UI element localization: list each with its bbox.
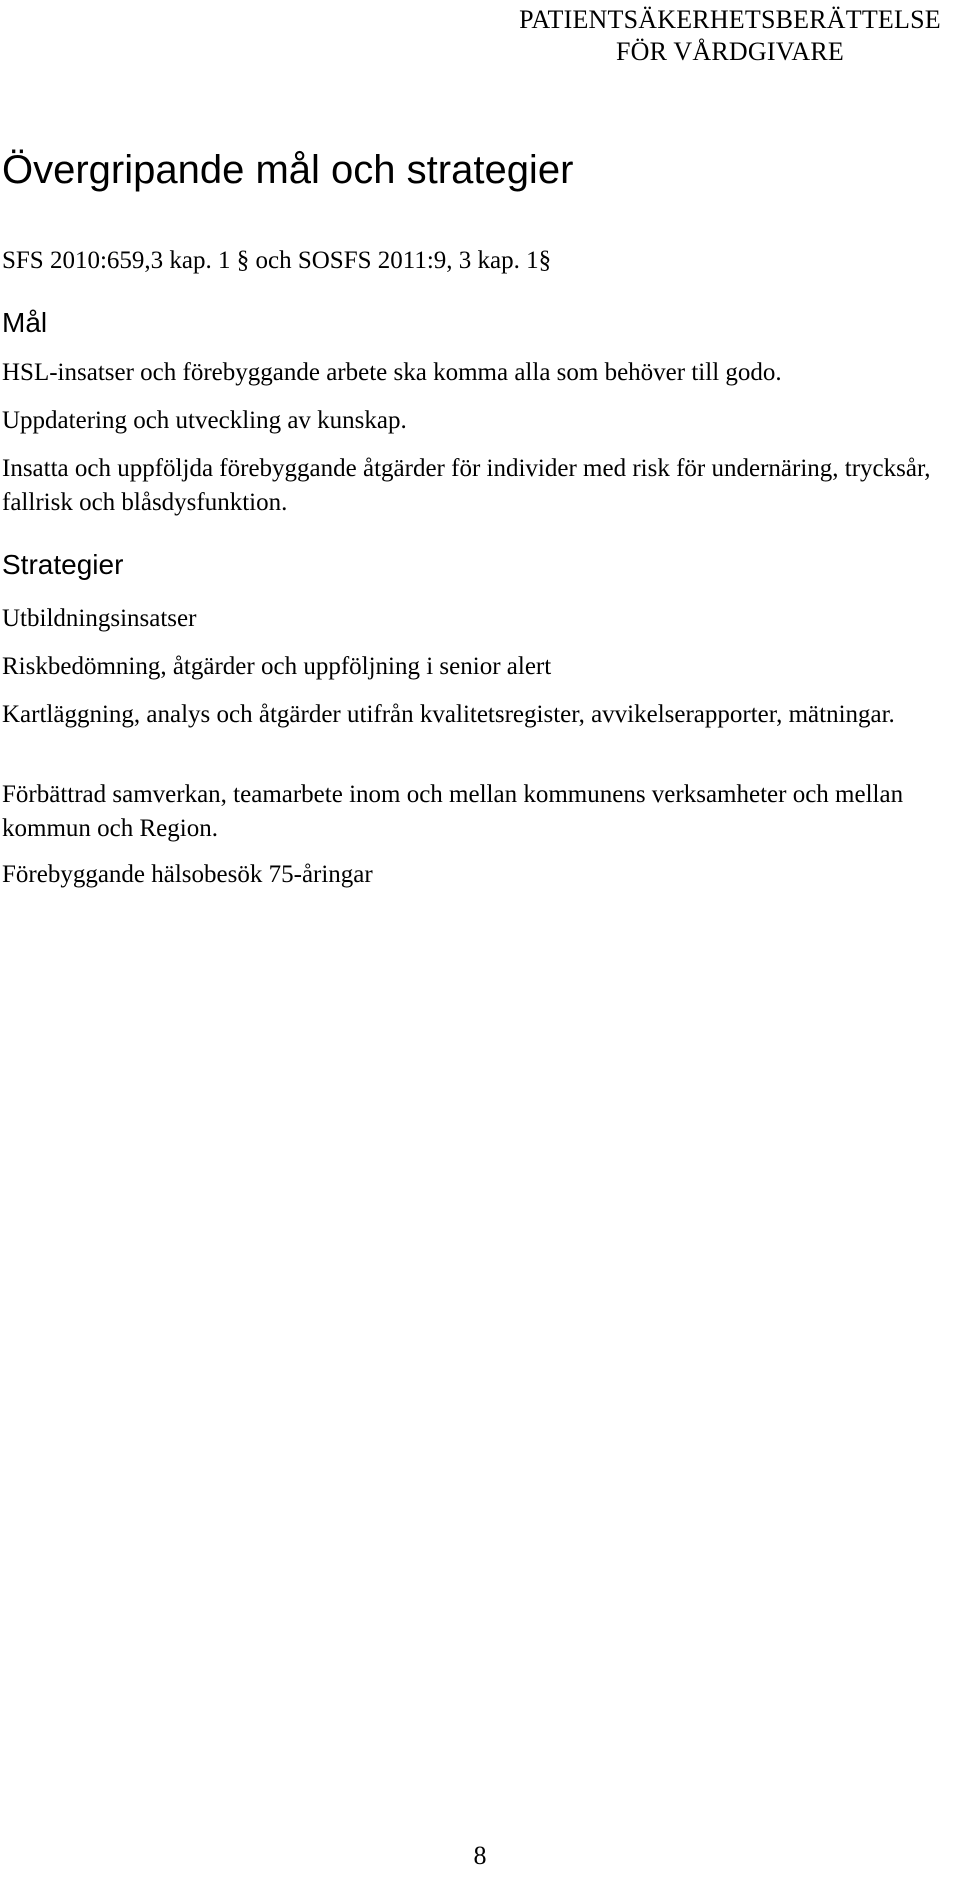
- strategy-item-5: Förebyggande hälsobesök 75-åringar: [2, 861, 373, 888]
- strategy-item-3: Kartläggning, analys och åtgärder utifrån kvalitetsregister, avvikelserapporter, mätningar.: [2, 701, 895, 728]
- document-header: [510, 4, 950, 68]
- goal-item-3: Insatta och uppföljda förebyggande åtgärder för individer med risk för undernäring, trycksår, fallrisk och blåsdysfunktion.: [2, 455, 931, 516]
- header-line-2: FÖR VÅRDGIVARE: [616, 37, 844, 66]
- goal-item-1: HSL-insatser och förebyggande arbete ska komma alla som behöver till godo.: [2, 359, 782, 386]
- page-title: Övergripande mål och strategier: [2, 148, 574, 192]
- page-number: 8: [473, 1841, 487, 1870]
- strategy-item-1: Utbildningsinsatser: [2, 605, 197, 632]
- goals-heading: Mål: [2, 307, 48, 338]
- goal-item-2: Uppdatering och utveckling av kunskap.: [2, 407, 407, 434]
- header-line-1: PATIENTSÄKERHETSBERÄTTELSE: [519, 5, 941, 34]
- strategies-heading: Strategier: [2, 549, 124, 580]
- legal-reference: SFS 2010:659,3 kap. 1 § och SOSFS 2011:9, 3 kap. 1§: [2, 247, 552, 274]
- strategy-item-2: Riskbedömning, åtgärder och uppföljning i senior alert: [2, 653, 552, 680]
- strategy-item-4: Förbättrad samverkan, teamarbete inom och mellan kommunens verksamheter och mellan kommun och Region.: [2, 781, 904, 842]
